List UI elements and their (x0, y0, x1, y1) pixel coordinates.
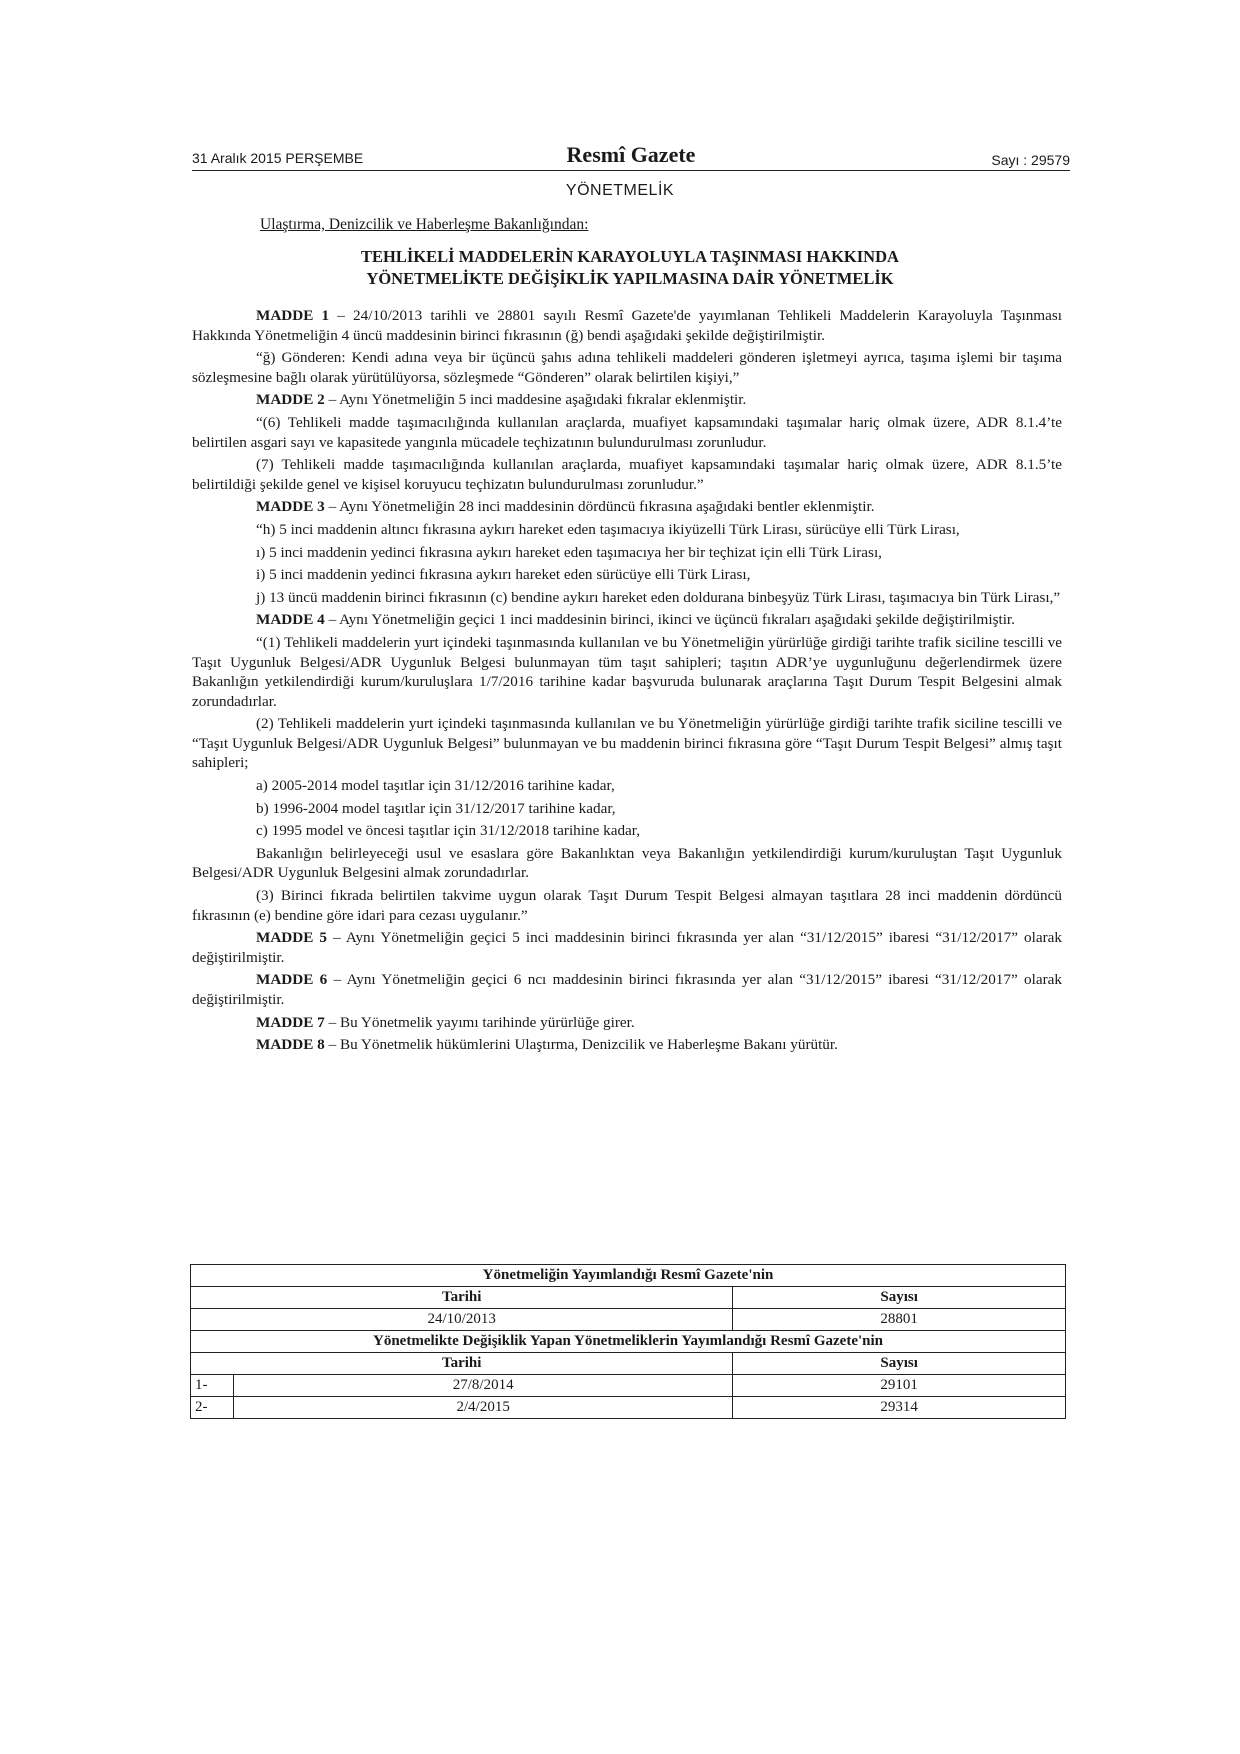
article-label: MADDE 7 (256, 1013, 325, 1031)
table-heading: Yönetmeliğin Yayımlandığı Resmî Gazete'nin (191, 1265, 1066, 1287)
paragraph-text: a) 2005-2014 model taşıtlar için 31/12/2016 tarihine kadar, (256, 777, 615, 795)
paragraph-text: i) 5 inci maddenin yedinci fıkrasına aykırı hareket eden sürücüye elli Türk Lirası, (256, 566, 751, 584)
paragraph-text: ı) 5 inci maddenin yedinci fıkrasına aykırı hareket eden taşımacıya her bir teçhizat için elli Türk Lirası, (256, 543, 882, 561)
paragraph-text: – Aynı Yönetmeliğin geçici 5 inci maddesinin birinci fıkrasında yer alan “31/12/2015” ibaresi “31/12/2017” olarak değiştirilmiştir. (192, 929, 1062, 966)
paragraph (192, 413, 1062, 452)
article-label: MADDE 8 (256, 1036, 325, 1054)
cell-number: 29314 (733, 1397, 1066, 1419)
regulation-body (192, 306, 1062, 1058)
cell-number: 28801 (733, 1309, 1066, 1331)
cell-index: 2- (191, 1397, 234, 1419)
paragraph (192, 886, 1062, 925)
paragraph-text: j) 13 üncü maddenin birinci fıkrasının (c) bendine aykırı hareket eden doldurana binbeşyüz Türk Lirası, taşımacıya bin Türk Lirası,” (256, 588, 1061, 606)
paragraph (192, 714, 1062, 773)
paragraph (192, 799, 1062, 819)
paragraph (192, 776, 1062, 796)
paragraph-text: – 24/10/2013 tarihli ve 28801 sayılı Resmî Gazete'de yayımlanan Tehlikeli Maddelerin Karayoluyla Taşınması Hakkında Yönetmeliğin 4 üncü maddesinin birinci fıkrasının (ğ) bendi aşağıdaki şekilde değiştirilmiştir. (192, 307, 1062, 344)
paragraph-text: “h) 5 inci maddenin altıncı fıkrasına aykırı hareket eden taşımacıya ikiyüzelli Türk Lirası, sürücüye elli Türk Lirası, (256, 520, 960, 538)
article-paragraph (192, 1013, 1062, 1033)
paragraph (192, 348, 1062, 387)
table-row (191, 1309, 1066, 1331)
paragraph-text: – Aynı Yönetmeliğin 5 inci maddesine aşağıdaki fıkralar eklenmiştir. (324, 391, 747, 409)
paragraph (192, 633, 1062, 711)
paragraph-text: “(1) Tehlikeli maddelerin yurt içindeki taşınmasında kullanılan ve bu Yönetmeliğin yürürlüğe girdiği tarihte trafik siciline tescilli ve Taşıt Uygunluk Belgesi/ADR Uygunluk Belgesi bulunmayan tüm taşıt sahipleri; taşıtın ADR’ye uygunluğunu değerlendirmek üzere Bakanlığın yetkilendirdiği kurum/kuruluşlara 1/7/2016 tarihine kadar başvuruda bulunarak araçlarına Taşıt Durum Tespit Belgesini almak zorundadırlar. (192, 633, 1062, 710)
paragraph-text: – Aynı Yönetmeliğin geçici 1 inci maddesinin birinci, ikinci ve üçüncü fıkraları aşağıdaki şekilde değiştirilmiştir. (324, 611, 1015, 629)
paragraph (192, 588, 1062, 608)
paragraph (192, 520, 1062, 540)
article-label: MADDE 3 (256, 498, 325, 516)
paragraph (192, 455, 1062, 494)
column-header-date: Tarihi (191, 1353, 733, 1375)
paragraph-text: (7) Tehlikeli madde taşımacılığında kullanılan araçlarda, muafiyet kapsamındaki taşımalar hariç olmak üzere, ADR 8.1.5’te belirtildiği şekilde genel ve kişisel koruyucu teçhizatın bulundurulması zorunludur.” (192, 456, 1062, 493)
page-header (192, 138, 1070, 171)
article-paragraph (192, 306, 1062, 345)
column-header-number: Sayısı (733, 1287, 1066, 1309)
column-header-date: Tarihi (191, 1287, 733, 1309)
paragraph-text: – Bu Yönetmelik yayımı tarihinde yürürlüğe girer. (324, 1013, 635, 1031)
article-label: MADDE 4 (256, 611, 325, 629)
paragraph-text: – Bu Yönetmelik hükümlerini Ulaştırma, Denizcilik ve Haberleşme Bakanı yürütür. (324, 1036, 838, 1054)
table-row (191, 1375, 1066, 1397)
regulation-title-line-1: TEHLİKELİ MADDELERİN KARAYOLUYLA TAŞINMASI HAKKINDA (361, 247, 899, 266)
paragraph (192, 565, 1062, 585)
paragraph-text: – Aynı Yönetmeliğin 28 inci maddesinin dördüncü fıkrasına aşağıdaki bentler eklenmiştir. (324, 498, 875, 516)
article-label: MADDE 5 (256, 929, 328, 947)
paragraph-text: “(6) Tehlikeli madde taşımacılığında kullanılan araçlarda, muafiyet kapsamındaki taşımalar hariç olmak üzere, ADR 8.1.4’te belirtilen asgari sayı ve kapasitede yangınla mücadele teçhizatının bulundurulması zorunludur. (192, 413, 1062, 451)
issue-number: Sayı : 29579 (991, 152, 1070, 168)
article-label: MADDE 1 (256, 307, 330, 324)
paragraph (192, 821, 1062, 841)
article-paragraph (192, 970, 1062, 1009)
column-header-number: Sayısı (733, 1353, 1066, 1375)
paragraph-text: “ğ) Gönderen: Kendi adına veya bir üçüncü şahıs adına tehlikeli maddeleri gönderen işletmeyi ayrıca, taşıma işlemi bir taşıma sözleşmesine bağlı olarak yürütülüyorsa, sözleşmede “Gönderen” olarak belirtilen kişiyi,” (192, 349, 1062, 386)
cell-date: 27/8/2014 (234, 1375, 733, 1397)
regulation-title (190, 246, 1070, 290)
table-heading-row (191, 1265, 1066, 1287)
paragraph-text: b) 1996-2004 model taşıtlar için 31/12/2017 tarihine kadar, (256, 799, 616, 817)
publication-reference-table (190, 1264, 1066, 1419)
article-paragraph (192, 497, 1062, 517)
paragraph (192, 844, 1062, 883)
article-paragraph (192, 390, 1062, 410)
article-label: MADDE 2 (256, 391, 325, 409)
cell-date: 24/10/2013 (191, 1309, 733, 1331)
paragraph-text: Bakanlığın belirleyeceği usul ve esaslara göre Bakanlıktan veya Bakanlığın yetkilendirdiği kurum/kuruluştan Taşıt Uygunluk Belgesi/ADR Uygunluk Belgesini almak zorundadırlar. (192, 844, 1062, 882)
paragraph-text: (2) Tehlikeli maddelerin yurt içindeki taşınmasında kullanılan ve bu Yönetmeliğin yürürlüğe girdiği tarihte trafik siciline tescilli ve “Taşıt Uygunluk Belgesi/ADR Uygunluk Belgesi” bulunmayan ve bu maddenin birinci fıkrasına göre “Taşıt Durum Tespit Belgesi” almış taşıt sahipleri; (192, 715, 1062, 772)
issuing-ministry: Ulaştırma, Denizcilik ve Haberleşme Bakanlığından: (260, 216, 589, 233)
section-title: YÖNETMELİK (565, 182, 675, 199)
article-paragraph (192, 610, 1062, 630)
paragraph-text: (3) Birinci fıkrada belirtilen takvime uygun olarak Taşıt Durum Tespit Belgesi almayan taşıtlara 28 inci maddenin dördüncü fıkrasının (e) bendine göre idari para cezası uygulanır.” (192, 887, 1062, 924)
table-row (191, 1397, 1066, 1419)
article-paragraph (192, 928, 1062, 967)
table-heading: Yönetmelikte Değişiklik Yapan Yönetmeliklerin Yayımlandığı Resmî Gazete'nin (191, 1331, 1066, 1353)
cell-index: 1- (191, 1375, 234, 1397)
article-paragraph (192, 1035, 1062, 1055)
regulation-title-line-2: YÖNETMELİKTE DEĞİŞİKLİK YAPILMASINA DAİR YÖNETMELİK (366, 269, 894, 288)
paragraph-text: c) 1995 model ve öncesi taşıtlar için 31/12/2018 tarihine kadar, (256, 822, 641, 840)
publication-date: 31 Aralık 2015 PERŞEMBE (192, 150, 364, 166)
paragraph (192, 543, 1062, 563)
cell-date: 2/4/2015 (234, 1397, 733, 1419)
table-heading-row (191, 1331, 1066, 1353)
table-header-row (191, 1353, 1066, 1375)
article-label: MADDE 6 (256, 971, 328, 989)
cell-number: 29101 (733, 1375, 1066, 1397)
gazette-name: Resmî Gazete (566, 142, 696, 167)
table-header-row (191, 1287, 1066, 1309)
paragraph-text: – Aynı Yönetmeliğin geçici 6 ncı maddesinin birinci fıkrasında yer alan “31/12/2015” ibaresi “31/12/2017” olarak değiştirilmiştir. (192, 971, 1062, 1008)
